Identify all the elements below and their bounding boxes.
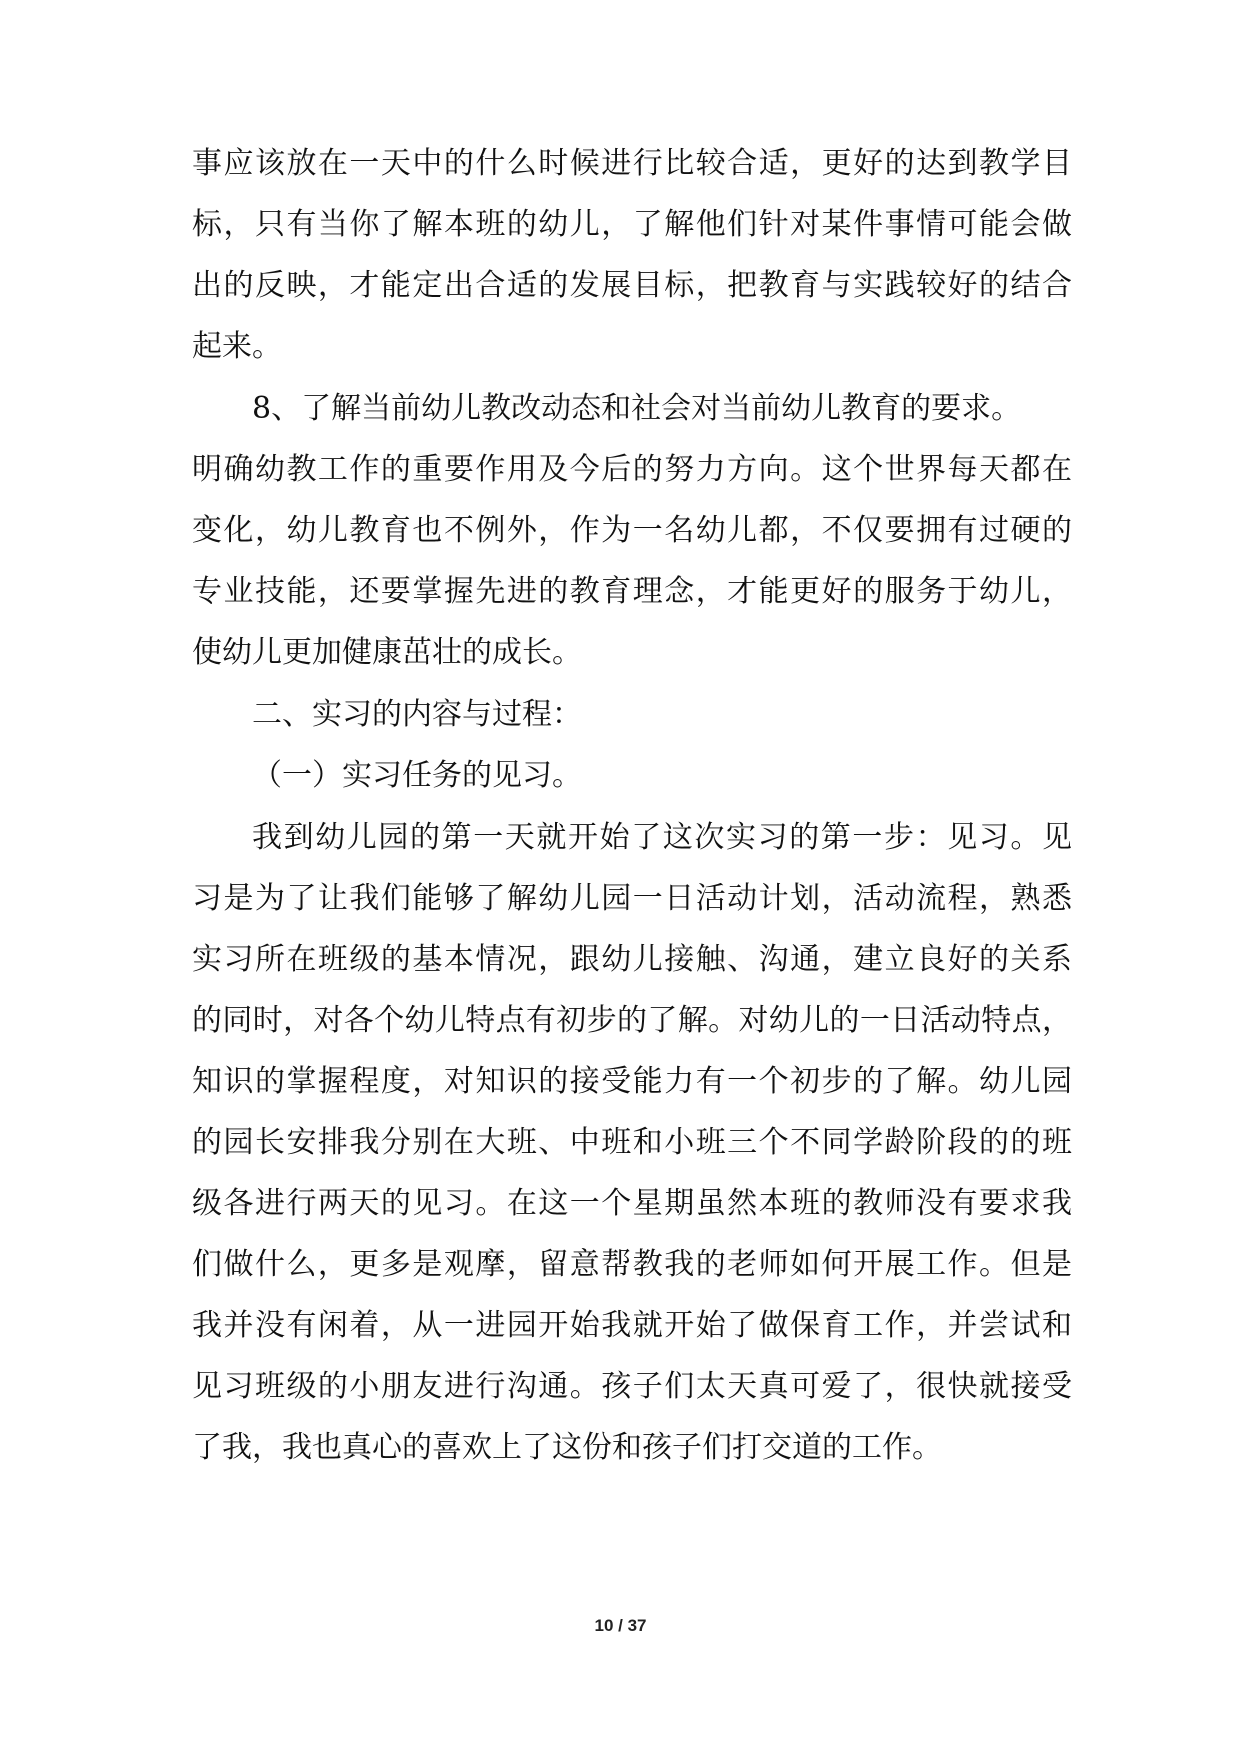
text-line: 事应该放在一天中的什么时候进行比较合适，更好的达到教学目 <box>192 146 1072 181</box>
paragraph-start-line: 我到幼儿园的第一天就开始了这次实习的第一步：见习。见 <box>252 820 1072 855</box>
section-heading: 二、实习的内容与过程： <box>252 697 582 732</box>
text-line: 明确幼教工作的重要作用及今后的努力方向。这个世界每天都在 <box>192 452 1072 487</box>
subsection-heading: （一）实习任务的见习。 <box>252 758 582 793</box>
page-number: 10 / 37 <box>594 1616 647 1635</box>
text-line: 了我，我也真心的喜欢上了这份和孩子们打交道的工作。 <box>192 1430 942 1465</box>
text-line: 变化，幼儿教育也不例外，作为一名幼儿都，不仅要拥有过硬的 <box>192 513 1072 548</box>
text-line: 实习所在班级的基本情况，跟幼儿接触、沟通，建立良好的关系 <box>192 942 1072 977</box>
text-line: 见习班级的小朋友进行沟通。孩子们太天真可爱了，很快就接受 <box>192 1369 1072 1404</box>
text-line: 级各进行两天的见习。在这一个星期虽然本班的教师没有要求我 <box>192 1186 1072 1221</box>
text-line: 习是为了让我们能够了解幼儿园一日活动计划，活动流程，熟悉 <box>192 881 1072 916</box>
text-line: 标，只有当你了解本班的幼儿，了解他们针对某件事情可能会做 <box>192 207 1072 242</box>
text-line: 专业技能，还要掌握先进的教育理念，才能更好的服务于幼儿， <box>192 574 1072 609</box>
text-line: 知识的掌握程度，对知识的接受能力有一个初步的了解。幼儿园 <box>192 1064 1072 1099</box>
text-line: 起来。 <box>192 329 282 364</box>
text-line: 的园长安排我分别在大班、中班和小班三个不同学龄阶段的的班 <box>192 1125 1072 1160</box>
text-line: 出的反映，才能定出合适的发展目标，把教育与实践较好的结合 <box>192 268 1072 303</box>
text-line: 使幼儿更加健康茁壮的成长。 <box>192 635 582 670</box>
text-line: 的同时，对各个幼儿特点有初步的了解。对幼儿的一日活动特点， <box>192 1003 1072 1038</box>
paragraph-start-line: 8、了解当前幼儿教改动态和社会对当前幼儿教育的要求。 <box>252 391 1022 426</box>
text-line: 我并没有闲着，从一进园开始我就开始了做保育工作，并尝试和 <box>192 1308 1072 1343</box>
text-line: 们做什么，更多是观摩，留意帮教我的老师如何开展工作。但是 <box>192 1247 1072 1282</box>
